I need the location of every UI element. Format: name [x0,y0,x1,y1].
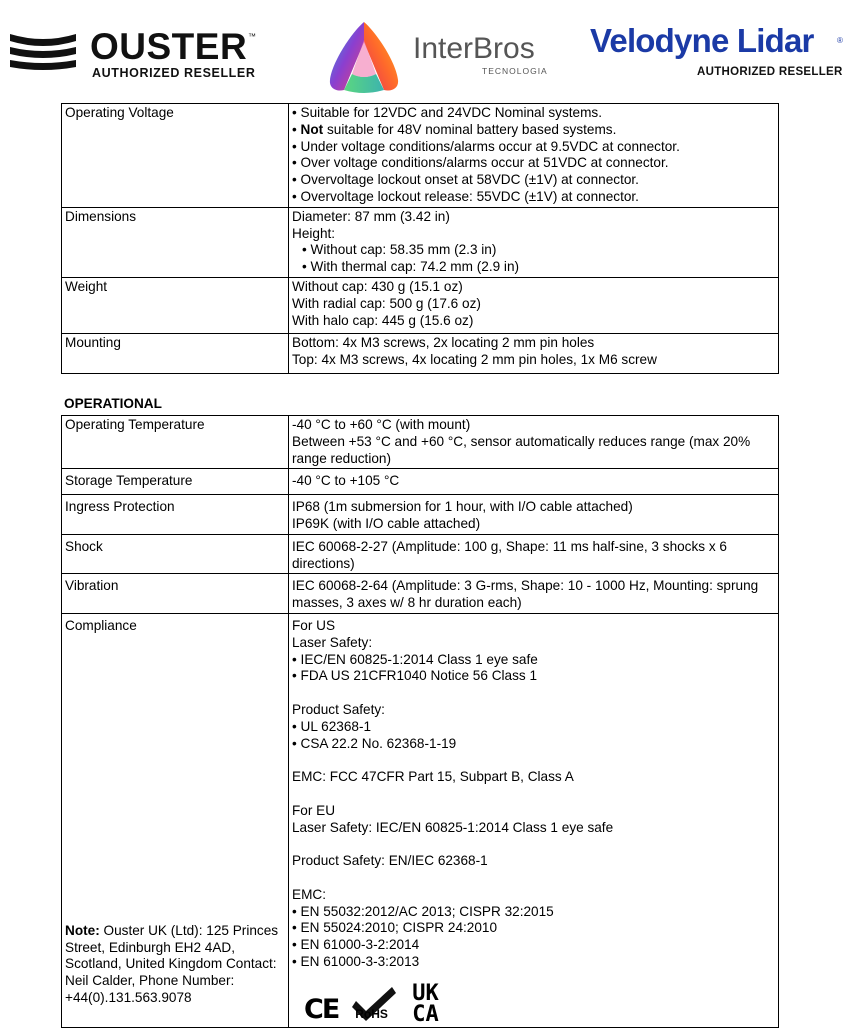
note-text: Ouster UK (Ltd): 125 Princes Street, Edinburgh EH2 4AD, Scotland, United Kingdom Contact: Neil Calder, Phone Number: +44(0).131.563.9078 [65,922,279,1005]
list-item: • EN 55032:2012/AC 2013; CISPR 32:2015 [292,903,554,919]
value-line: Overvoltage lockout onset at 58VDC (±1V) at connector. [300,172,639,188]
row-value [289,495,779,535]
page-header [0,0,853,100]
value-line: -40 °C to +105 °C [292,473,400,489]
row-value [289,277,779,333]
contact-note [65,923,279,1007]
operational-table [61,415,779,1028]
eu-laser: Laser Safety: IEC/EN 60825-1:2014 Class 1 eye safe [292,819,614,835]
velodyne-wordmark: Velodyne Lidar [590,22,814,59]
row-label-cell [62,613,289,1027]
table-row [62,469,779,495]
us-product-title: Product Safety: [292,701,385,717]
table-row [62,495,779,535]
row-value [289,334,779,374]
velodyne-subtitle: AUTHORIZED RESELLER [697,66,843,78]
value-line: With radial cap: 500 g (17.6 oz) [292,295,481,311]
value-line: Suitable for 12VDC and 24VDC Nominal systems. [300,105,603,120]
value-line: Without cap: 430 g (15.1 oz) [292,278,463,294]
table-row [62,416,779,469]
table-row [62,534,779,574]
eu-product: Product Safety: EN/IEC 62368-1 [292,853,488,869]
interbros-logo [322,18,562,94]
list-item: • IEC/EN 60825-1:2014 Class 1 eye safe [292,651,538,667]
compliance-value [289,613,779,1027]
list-item: • EN 61000-3-3:2013 [292,953,420,969]
value-line: IEC 60068-2-64 (Amplitude: 3 G-rms, Shape: 10 - 1000 Hz, Mounting: sprung masses, 3 axes w/ 8 hr duration each) [292,578,759,611]
value-line: suitable for 48V nominal battery based systems. [326,121,617,137]
ouster-waves-icon [8,30,78,74]
us-title: For US [292,617,336,633]
table-row [62,207,779,277]
value-line: IP69K (with I/O cable attached) [292,515,481,531]
ouster-logo [8,26,258,82]
row-label: Operating Voltage [62,104,289,208]
value-line: • With thermal cap: 74.2 mm (2.9 in) [302,259,520,275]
value-line: IP68 (1m submersion for 1 hour, with I/O cable attached) [292,499,633,515]
list-item: • EN 55024:2010; CISPR 24:2010 [292,920,498,936]
list-item: • EN 61000-3-2:2014 [292,937,420,953]
list-item: • UL 62368-1 [292,718,372,734]
value-line: With halo cap: 445 g (15.6 oz) [292,312,474,328]
value-line: Diameter: 87 mm (3.42 in) [292,208,450,224]
value-line: Top: 4x M3 screws, 4x locating 2 mm pin holes, 1x M6 screw [292,352,657,368]
velodyne-logo [590,22,850,84]
table-row [62,574,779,614]
rohs-mark-icon: RoHS [352,985,398,1025]
velodyne-registered: ® [837,36,843,45]
bold-not: Not [300,121,324,137]
ouster-wordmark: OUSTER [90,26,248,67]
row-label: Shock [62,534,289,574]
row-label: Compliance [65,617,137,633]
row-value: • Suitable for 12VDC and 24VDC Nominal systems. • Not suitable for 48V nominal battery based systems. • Under voltage conditions/alarms occur at 9.5VDC at connector. • Over voltage conditions/alarms occur at 51VDC at connector. • Overvoltage lockout onset at 58VDC (±1V) at connector. • Overvoltage lockout release: 55VDC (±1V) at connector. [289,104,779,208]
row-value [289,534,779,574]
row-label: Operating Temperature [62,416,289,469]
ce-mark-icon: CE [304,993,339,1025]
row-label: Weight [62,277,289,333]
row-label: Vibration [62,574,289,614]
value-line: Between +53 °C and +60 °C, sensor automatically reduces range (max 20% range reduction) [292,433,751,466]
value-line: -40 °C to +60 °C (with mount) [292,417,471,432]
spec-table [61,103,779,374]
row-label: Mounting [62,334,289,374]
eu-title: For EU [292,802,336,818]
ukca-mark-icon: UK CA [412,980,439,1027]
section-heading-operational: OPERATIONAL [64,396,162,411]
note-label: Note: [65,922,100,938]
ouster-trademark: ™ [248,32,256,41]
row-label: Storage Temperature [62,469,289,495]
value-line: Bottom: 4x M3 screws, 2x locating 2 mm pin holes [292,335,595,351]
row-label: Ingress Protection [62,495,289,535]
eu-emc-title: EMC: [292,886,326,902]
interbros-wordmark: InterBros [413,32,535,65]
row-value [289,416,779,469]
ouster-subtitle: AUTHORIZED RESELLER [92,66,256,80]
list-item: • CSA 22.2 No. 62368-1-19 [292,735,457,751]
certification-marks [304,981,775,1025]
value-line: Under voltage conditions/alarms occur at 9.5VDC at connector. [300,138,680,154]
row-value [289,207,779,277]
list-item: • FDA US 21CFR1040 Notice 56 Class 1 [292,668,538,684]
value-line: IEC 60068-2-27 (Amplitude: 100 g, Shape: 11 ms half-sine, 3 shocks x 6 directions) [292,538,727,571]
table-row [62,334,779,374]
row-value [289,469,779,495]
interbros-triangle-icon [322,18,406,94]
value-line: Overvoltage lockout release: 55VDC (±1V) at connector. [300,188,639,204]
us-emc: EMC: FCC 47CFR Part 15, Subpart B, Class A [292,769,574,785]
value-line: • Without cap: 58.35 mm (2.3 in) [302,242,497,258]
value-line: Over voltage conditions/alarms occur at 51VDC at connector. [300,155,669,171]
row-value [289,574,779,614]
value-line: Height: [292,225,336,241]
row-label: Dimensions [62,207,289,277]
interbros-subtitle: TECNOLOGIA [482,66,548,76]
us-laser-title: Laser Safety: [292,634,373,650]
table-row-compliance [62,613,779,1027]
table-row [62,277,779,333]
table-row [62,104,779,208]
